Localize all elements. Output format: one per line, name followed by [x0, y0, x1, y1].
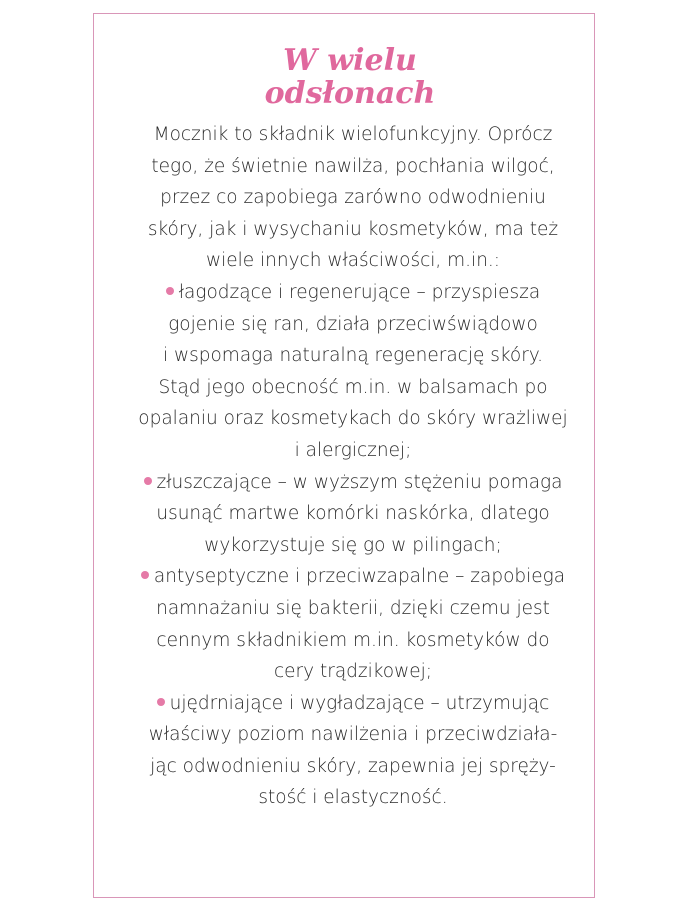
- bullet-text: łagodzące i regenerujące – przyspiesza: [178, 281, 541, 303]
- bullet-dot-icon: [141, 571, 149, 579]
- bullet-text: złuszczające – w wyższym stężeniu pomaga: [156, 471, 563, 493]
- bullet-line: [108, 688, 598, 720]
- bullet-line: [108, 277, 598, 309]
- text-line: Mocznik to składnik wielofunkcyjny. Oprócz: [153, 124, 553, 145]
- text-line: stość i elastyczność.: [258, 787, 448, 809]
- bullet-line: [108, 561, 598, 593]
- text-line: opalaniu oraz kosmetykach do skóry wrażliwej: [138, 408, 568, 430]
- text-line: i wspomaga naturalną regenerację skóry.: [162, 345, 544, 367]
- text-line: tego, że świetnie nawilża, pochłania wilgoć,: [151, 155, 555, 177]
- text-line: usunąć martwe komórki naskórka, dlatego: [156, 503, 550, 525]
- bullet-line: [108, 467, 598, 499]
- bullet-dot-icon: [157, 698, 165, 706]
- body-text: [108, 119, 598, 814]
- text-line: cery trądzikowej;: [273, 661, 433, 683]
- text-line: wykorzystuje się go w pilingach;: [204, 534, 502, 556]
- text-line: i alergicznej;: [294, 439, 412, 461]
- title-line-1: W wielu: [283, 43, 417, 78]
- text-line: Stąd jego obecność m.in. w balsamach po: [158, 376, 548, 398]
- text-line: przez co zapobiega zarówno odwodnieniu: [160, 187, 546, 209]
- bullet-text: antyseptyczne i przeciwzapalne – zapobiega: [153, 566, 566, 588]
- bullet-text: ujędrniające i wygładzające – utrzymując: [169, 692, 550, 714]
- bullet-dot-icon: [166, 287, 174, 295]
- text-line: wiele innych właściwości, m.in.:: [205, 250, 501, 272]
- bullet-dot-icon: [144, 477, 152, 485]
- text-line: właściwy poziom nawilżenia i przeciwdziała-: [148, 724, 558, 746]
- text-line: cennym składnikiem m.in. kosmetyków do: [156, 629, 550, 651]
- text-line: skóry, jak i wysychaniu kosmetyków, ma też: [147, 218, 559, 240]
- page-title: [0, 44, 700, 110]
- text-line: gojenie się ran, działa przeciwświądowo: [168, 313, 538, 335]
- title-line-2: odsłonach: [264, 76, 436, 111]
- text-line: jąc odwodnieniu skóry, zapewnia jej spręży-: [150, 755, 556, 777]
- text-line: namnażaniu się bakterii, dzięki czemu jest: [156, 597, 550, 619]
